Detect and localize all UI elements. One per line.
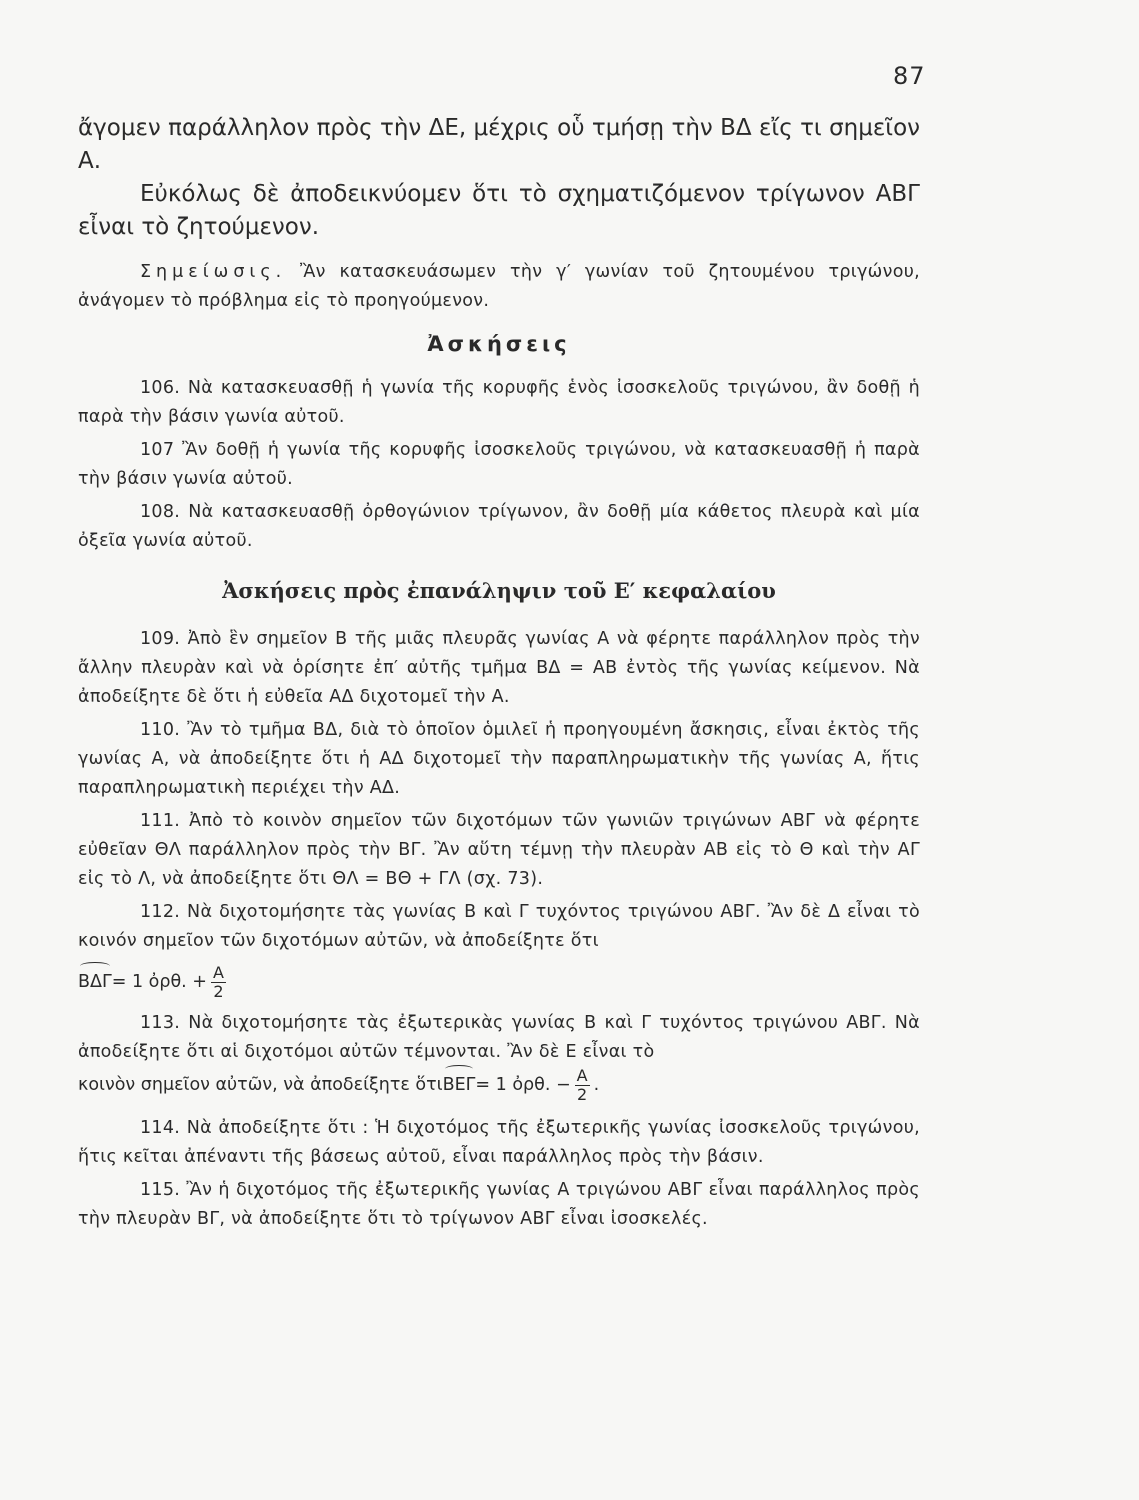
exercise-113: 113. Νὰ διχοτομήσητε τὰς ἐξωτερικὰς γωνίας Β καὶ Γ τυχόντος τριγώνου ΑΒΓ. Νὰ ἀποδείξητε ὅτι αἱ διχοτόμοι αὐτῶν τέμνονται. Ἂν δὲ Ε εἶναι τὸ [78,1013,920,1062]
exercise-114: 114. Νὰ ἀποδείξητε ὅτι : Ἡ διχοτόμος τῆς ἐξωτερικῆς γωνίας ἰσοσκελοῦς τριγώνου, ἥτις κεῖται ἀπέναντι τῆς βάσεως αὐτοῦ, εἶναι παράλληλος πρὸς τὴν βάσιν. [78,1118,920,1167]
note-label: Σημείωσις. [140,262,287,282]
intro-paragraph-1: ἄγομεν παράλληλον πρὸς τὴν ΔΕ, μέχρις οὗ τμήσῃ τὴν ΒΔ εἴς τι σημεῖον Α. [78,115,920,174]
fraction-a-over-2 [211,964,226,1001]
exercise-111: 111. Ἀπὸ τὸ κοινὸν σημεῖον τῶν διχοτόμων τῶν γωνιῶν τριγώνων ΑΒΓ νὰ φέρητε εὐθεῖαν ΘΛ παράλληλον πρὸς τὴν ΒΓ. Ἂν αὕτη τέμνῃ τὴν πλευρὰν ΑΒ εἰς τὸ Θ καὶ τὴν ΑΓ εἰς τὸ Λ, νὰ ἀποδείξητε ὅτι ΘΛ = ΒΘ + ΓΛ (σχ. 73). [78,811,920,889]
page-body [78,112,920,1234]
exercise-107: 107 Ἂν δοθῇ ἡ γωνία τῆς κορυφῆς ἰσοσκελοῦς τριγώνου, νὰ κατασκευασθῇ ἡ παρὰ τὴν βάσιν γωνία αὐτοῦ. [78,440,920,489]
formula-112-middle: = 1 ὀρθ. + [111,972,207,992]
exercise-115: 115. Ἂν ἡ διχοτόμος τῆς ἐξωτερικῆς γωνίας Α τριγώνου ΑΒΓ εἶναι παράλληλος πρὸς τὴν πλευρὰν ΒΓ, νὰ ἀποδείξητε ὅτι τὸ τρίγωνον ΑΒΓ εἶναι ἰσοσκελές. [78,1180,920,1229]
formula-113-dot: . [593,1075,600,1095]
fraction-a-over-2-b [575,1067,590,1104]
formula-113-middle: = 1 ὀρθ. − [475,1075,571,1095]
page-number: 87 [893,62,926,90]
section-title-exercises: Ἀσκήσεις [427,332,571,356]
exercise-113-end: κοινὸν σημεῖον αὐτῶν, νὰ ἀποδείξητε ὅτι [78,1075,443,1095]
exercise-112-formula [78,964,920,1001]
note-paragraph [78,258,920,316]
section-title-review-exercises: Ἀσκήσεις πρὸς ἐπανάληψιν τοῦ Ε′ κεφαλαίου [222,578,776,603]
exercise-113-formula [78,1067,920,1104]
exercise-110: 110. Ἂν τὸ τμῆμα ΒΔ, διὰ τὸ ὁποῖον ὁμιλεῖ ἡ προηγουμένη ἄσκησις, εἶναι ἐκτὸς τῆς γωνίας Α, νὰ ἀποδείξητε ὅτι ἡ ΑΔ διχοτομεῖ τὴν παραπληρωματικὴν τῆς γωνίας Α, ἥτις παραπληρωματικὴ περιέχει τὴν ΑΔ. [78,720,920,798]
intro-paragraph-2: Εὐκόλως δὲ ἀποδεικνύομεν ὅτι τὸ σχηματιζόμενον τρίγωνον ΑΒΓ εἶναι τὸ ζητούμενον. [78,181,920,240]
note-text: Ἂν κατασκευάσωμεν τὴν γ′ γωνίαν τοῦ ζητουμένου τριγώνου, ἀνάγομεν τὸ πρόβλημα εἰς τὸ προηγούμενον. [78,262,920,311]
exercise-106: 106. Νὰ κατασκευασθῇ ἡ γωνία τῆς κορυφῆς ἑνὸς ἰσοσκελοῦς τριγώνου, ἂν δοθῇ ἡ παρὰ τὴν βάσιν γωνία αὐτοῦ. [78,378,920,427]
exercise-108: 108. Νὰ κατασκευασθῇ ὀρθογώνιον τρίγωνον, ἂν δοθῇ μία κάθετος πλευρὰ καὶ μία ὀξεῖα γωνία αὐτοῦ. [78,502,920,551]
fraction-numerator: Α [212,963,224,982]
fraction-numerator: Α [576,1066,588,1085]
angle-bdg: ΒΔΓ [78,968,112,997]
exercise-109: 109. Ἀπὸ ἓν σημεῖον Β τῆς μιᾶς πλευρᾶς γωνίας Α νὰ φέρητε παράλληλον πρὸς τὴν ἄλλην πλευρὰν καὶ νὰ ὁρίσητε ἐπ′ αὐτῆς τμῆμα ΒΔ = ΑΒ ἐντὸς τῆς γωνίας κείμενον. Νὰ ἀποδείξητε δὲ ὅτι ἡ εὐθεῖα ΑΔ διχοτομεῖ τὴν Α. [78,629,920,707]
angle-beg: ΒΕΓ [443,1071,476,1100]
fraction-denominator: 2 [213,982,224,1001]
exercise-112: 112. Νὰ διχοτομήσητε τὰς γωνίας Β καὶ Γ τυχόντος τριγώνου ΑΒΓ. Ἂν δὲ Δ εἶναι τὸ κοινόν σημεῖον τῶν διχοτόμων αὐτῶν, νὰ ἀποδείξητε ὅτι [78,902,920,951]
fraction-denominator: 2 [577,1085,588,1104]
